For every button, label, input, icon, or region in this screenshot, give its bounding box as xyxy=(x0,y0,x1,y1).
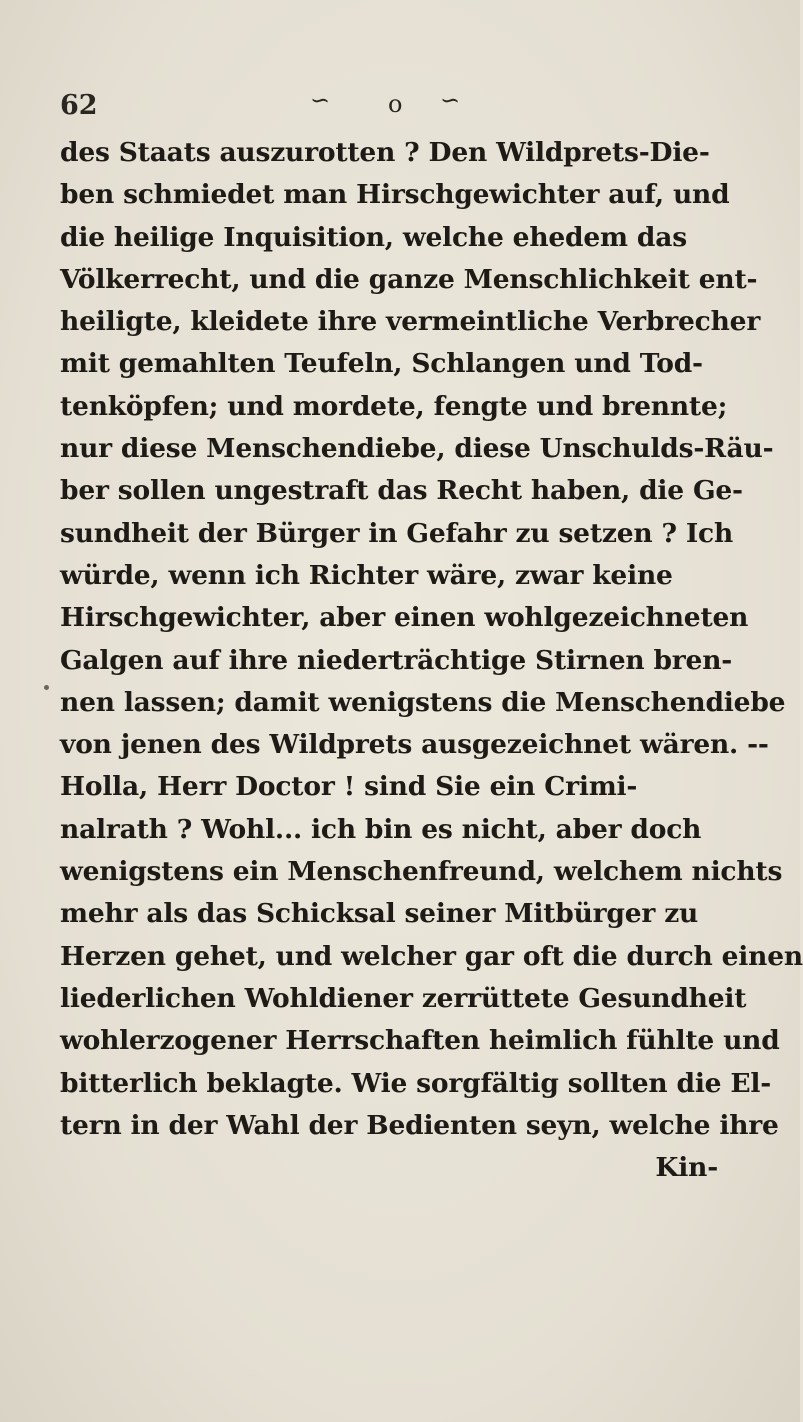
text-line: nur diese Menschendiebe, diese Unschulds-Räu- xyxy=(60,433,774,465)
text-line: nen lassen; damit wenigstens die Menschendiebe xyxy=(60,686,786,718)
page-header xyxy=(60,84,720,128)
ornament-left-icon: ∽ xyxy=(310,86,331,114)
text-line: tern in der Wahl der Bedienten seyn, welche ihre xyxy=(60,1109,779,1141)
text-line: sundheit der Bürger in Gefahr zu setzen ? Ich xyxy=(60,517,734,549)
margin-dot xyxy=(44,685,49,690)
text-line: heiligte, kleidete ihre vermeintliche Verbrecher xyxy=(60,306,761,338)
text-line: Hirschgewichter, aber einen wohlgezeichneten xyxy=(60,602,749,634)
catchword: Kin- xyxy=(655,1152,718,1184)
text-line: mit gemahlten Teufeln, Schlangen und Tod- xyxy=(60,348,703,380)
body-text xyxy=(60,132,803,1189)
text-line: die heilige Inquisition, welche ehedem das xyxy=(60,221,687,253)
ornament-right-icon: ∽ xyxy=(440,86,461,114)
text-line: des Staats auszurotten ? Den Wildprets-Die- xyxy=(60,137,710,168)
text-line: ben schmiedet man Hirschgewichter auf, und xyxy=(60,179,730,211)
text-line: mehr als das Schicksal seiner Mitbürger zu xyxy=(60,898,699,930)
text-line: Völkerrecht, und die ganze Menschlichkeit ent- xyxy=(60,263,758,295)
text-line: von jenen des Wildprets ausgezeichnet wären. -- xyxy=(60,729,769,761)
text-line: nalrath ? Wohl... ich bin es nicht, aber doch xyxy=(60,813,702,845)
text-line: Galgen auf ihre niederträchtige Stirnen bren- xyxy=(60,644,733,676)
text-line: bitterlich beklagte. Wie sorgfältig sollten die El- xyxy=(60,1067,772,1099)
text-line: Herzen gehet, und welcher gar oft die durch einen xyxy=(60,940,803,972)
text-line: wenigstens ein Menschenfreund, welchem nichts xyxy=(60,856,783,888)
ornament-center-icon: o xyxy=(388,90,403,118)
text-line: Holla, Herr Doctor ! sind Sie ein Crimi- xyxy=(60,771,638,803)
text-line: liederlichen Wohldiener zerrüttete Gesundheit xyxy=(60,982,747,1014)
text-line: würde, wenn ich Richter wäre, zwar keine xyxy=(60,559,673,591)
text-line: wohlerzogener Herrschaften heimlich fühlte und xyxy=(60,1025,780,1057)
text-line: ber sollen ungestraft das Recht haben, die Ge- xyxy=(60,475,743,507)
page-number: 62 xyxy=(60,90,98,121)
text-line: tenköpfen; und mordete, fengte und brennte; xyxy=(60,390,728,422)
